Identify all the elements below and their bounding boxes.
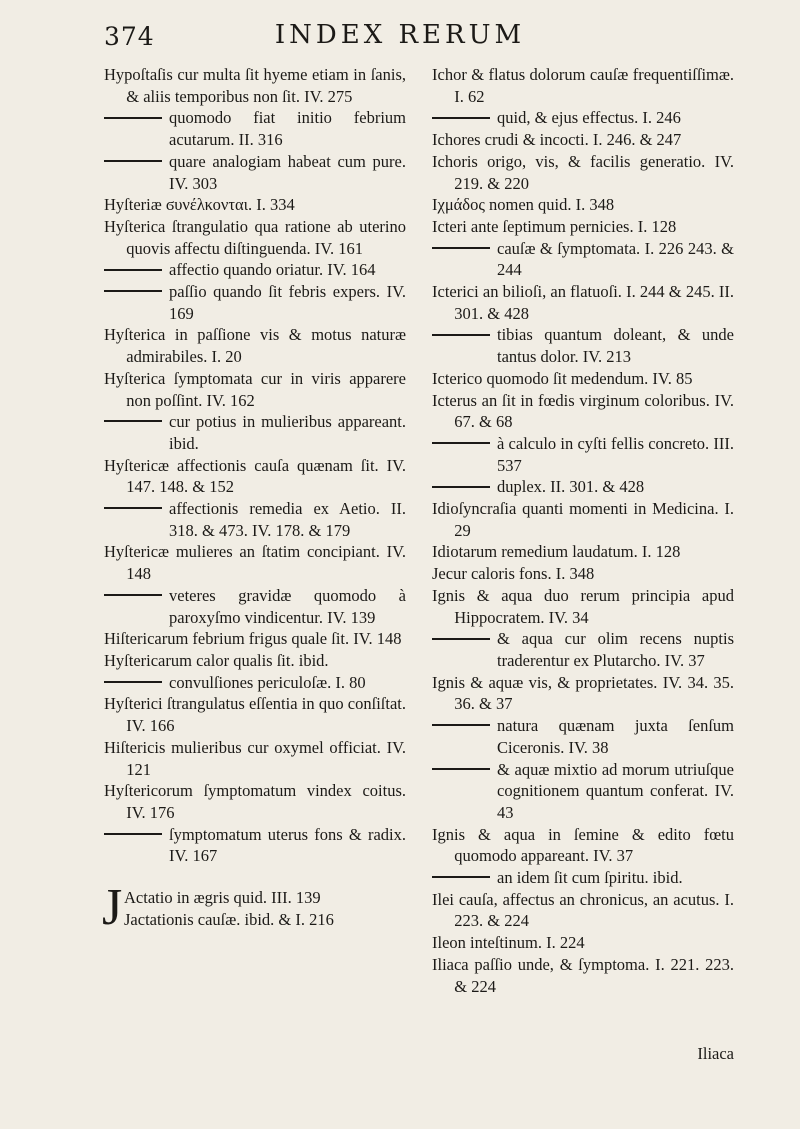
index-subentry xyxy=(104,672,406,694)
index-entry xyxy=(104,737,406,780)
index-entry xyxy=(432,672,734,715)
index-entry xyxy=(432,216,734,238)
catchword: Iliaca xyxy=(697,1044,734,1063)
entry-text: Hyſterica in paſſione vis & motus naturæ admirabiles. I. 20 xyxy=(104,325,406,367)
entry-text: Ileon inteſtinum. I. 224 xyxy=(432,933,585,953)
ditto-dash xyxy=(432,247,490,249)
index-entry: Actatio in ægris quid. III. 139 xyxy=(124,888,321,908)
entry-text: affectionis remedia ex Aetio. II. 318. & 473. IV. 178. & 179 xyxy=(169,499,406,540)
entry-text: Ignis & aqua in ſemine & edito fœtu quomodo appareant. IV. 37 xyxy=(432,824,734,866)
entry-text: Hypoſtaſis cur multa ſit hyeme etiam in ſanis, & aliis temporibus non ſit. IV. 275 xyxy=(104,65,406,106)
ditto-dash xyxy=(104,290,162,292)
ditto-dash xyxy=(104,681,162,683)
entry-text: Ignis & aqua duo rerum principia apud Hippocratem. IV. 34 xyxy=(432,585,734,627)
ditto-dash xyxy=(432,876,490,878)
entry-text: cur potius in mulieribus appareant. ibid. xyxy=(169,412,406,453)
index-subentry xyxy=(432,867,734,889)
index-entry xyxy=(104,780,406,823)
entry-text: Idioſyncraſia quanti momenti in Medicina. I. 29 xyxy=(432,499,734,540)
entry-text: Icteri ante ſeptimum pernicies. I. 128 xyxy=(432,216,677,236)
entry-text: Jecur caloris fons. I. 348 xyxy=(432,564,595,584)
entry-text: Hyſtericæ mulieres an ſtatim concipiant. IV. 148 xyxy=(104,542,406,584)
index-entry xyxy=(432,151,734,194)
index-subentry xyxy=(104,824,406,867)
entry-text: Hyſterici ſtrangulatus eſſentia in quo conſiſtat. IV. 166 xyxy=(104,694,406,736)
ditto-dash xyxy=(432,117,490,119)
index-subentry xyxy=(104,151,406,194)
entry-text: à calculo in cyſti fellis concreto. III. 537 xyxy=(497,433,734,475)
index-subentry xyxy=(432,324,734,367)
entry-text: tibias quantum doleant, & unde tantus dolor. IV. 213 xyxy=(497,325,734,367)
entry-text: an idem ſit cum ſpiritu. ibid. xyxy=(497,868,683,888)
entry-text: quomodo fiat initio febrium acutarum. II. 316 xyxy=(169,108,406,150)
entry-text: ſymptomatum uterus fons & radix. IV. 167 xyxy=(169,824,406,866)
index-subentry xyxy=(104,411,406,454)
index-entry: Jactationis cauſæ. ibid. & I. 216 xyxy=(124,909,334,929)
right-column xyxy=(432,64,734,997)
index-entry xyxy=(104,693,406,736)
ditto-dash xyxy=(432,768,490,770)
entry-text: Ichor & flatus dolorum cauſæ frequentiſſimæ. I. 62 xyxy=(432,65,734,106)
ditto-dash xyxy=(432,638,490,640)
entry-text: cauſæ & ſymptomata. I. 226 243. & 244 xyxy=(497,238,734,280)
index-subentry xyxy=(104,281,406,324)
index-subentry xyxy=(104,498,406,541)
entry-text: Icterico quomodo ſit medendum. IV. 85 xyxy=(432,368,693,388)
index-entry xyxy=(432,368,734,390)
ditto-dash xyxy=(104,594,162,596)
index-entry xyxy=(432,129,734,151)
index-entry xyxy=(104,216,406,259)
entry-text: quare analogiam habeat cum pure. IV. 303 xyxy=(169,151,406,193)
ditto-dash xyxy=(432,724,490,726)
entry-text: Hyſteriæ ϭυνέλκονται. I. 334 xyxy=(104,195,295,215)
index-subentry xyxy=(104,259,406,281)
index-subentry xyxy=(432,433,734,476)
index-entry xyxy=(104,650,406,672)
entry-text: Hyſtericæ affectionis cauſa quænam ſit. IV. 147. 148. & 152 xyxy=(104,455,406,497)
entry-text: & aqua cur olim recens nuptis traderentur ex Plutarcho. IV. 37 xyxy=(497,629,734,670)
index-entry xyxy=(104,455,406,498)
index-entry xyxy=(104,64,406,107)
index-subentry xyxy=(432,107,734,129)
index-entry xyxy=(432,194,734,216)
index-subentry xyxy=(432,628,734,671)
entry-text: Hyſterica ſymptomata cur in viris apparere non poſſint. IV. 162 xyxy=(104,368,406,410)
entry-text: Ιχμάδος nomen quid. I. 348 xyxy=(432,195,615,215)
ditto-dash xyxy=(432,334,490,336)
entry-text: Ichores crudi & incocti. I. 246. & 247 xyxy=(432,130,682,150)
ditto-dash xyxy=(104,269,162,271)
entry-text: veteres gravidæ quomodo à paroxyſmo vindicentur. IV. 139 xyxy=(169,585,406,627)
index-entry xyxy=(104,194,406,216)
index-subentry xyxy=(104,107,406,150)
index-entry xyxy=(104,541,406,584)
index-entry xyxy=(432,954,734,997)
entry-text: Hyſtericarum calor qualis ſit. ibid. xyxy=(104,650,329,670)
entry-text: & aquæ mixtio ad morum utriuſque cognitionem quantum conferat. IV. 43 xyxy=(497,759,734,822)
ditto-dash xyxy=(104,160,162,162)
index-subentry xyxy=(432,238,734,281)
ditto-dash xyxy=(432,486,490,488)
entry-text: Icterici an bilioſi, an flatuoſi. I. 244 & 245. II. 301. & 428 xyxy=(432,282,734,323)
ditto-dash xyxy=(104,507,162,509)
entry-text: natura quænam juxta ſenſum Ciceronis. IV. 38 xyxy=(497,716,734,757)
entry-text: Ichoris origo, vis, & facilis generatio. IV. 219. & 220 xyxy=(432,151,734,193)
page-number: 374 xyxy=(104,22,155,51)
j-section xyxy=(102,879,406,937)
index-subentry xyxy=(432,476,734,498)
index-entry xyxy=(104,368,406,411)
index-entry xyxy=(104,324,406,367)
entry-text: Hyſtericorum ſymptomatum vindex coitus. IV. 176 xyxy=(104,781,406,822)
index-entry xyxy=(432,64,734,107)
index-entry xyxy=(432,390,734,433)
index-subentry xyxy=(432,715,734,758)
entry-text: Idiotarum remedium laudatum. I. 128 xyxy=(432,542,681,562)
entry-text: duplex. II. 301. & 428 xyxy=(497,477,645,497)
running-head: INDEX RERUM xyxy=(274,20,526,50)
entry-text: Iliaca paſſio unde, & ſymptoma. I. 221. 223. & 224 xyxy=(432,954,734,996)
entry-text: Hiſtericis mulieribus cur oxymel officiat. IV. 121 xyxy=(104,737,406,779)
index-entry xyxy=(104,628,406,650)
index-entry xyxy=(432,281,734,324)
entry-text: Hyſterica ſtrangulatio qua ratione ab uterino quovis affectu diſtinguenda. IV. 161 xyxy=(104,216,406,258)
index-entry xyxy=(432,932,734,954)
index-entry xyxy=(432,585,734,628)
entry-text: convulſiones periculoſæ. I. 80 xyxy=(169,672,366,692)
ditto-dash xyxy=(104,117,162,119)
ditto-dash xyxy=(104,420,162,422)
index-subentry xyxy=(104,585,406,628)
index-entry xyxy=(432,889,734,932)
index-entry xyxy=(432,824,734,867)
entry-text: Ignis & aquæ vis, & proprietates. IV. 34. 35. 36. & 37 xyxy=(432,672,734,714)
entry-text: paſſio quando ſit febris expers. IV. 169 xyxy=(169,282,406,323)
entry-text: Hiſtericarum febrium frigus quale ſit. IV. 148 xyxy=(104,629,402,649)
drop-cap: J xyxy=(102,879,123,937)
entry-text: Ilei cauſa, affectus an chronicus, an acutus. I. 223. & 224 xyxy=(432,889,734,931)
index-entry xyxy=(432,563,734,585)
entry-text: affectio quando oriatur. IV. 164 xyxy=(169,260,376,280)
index-subentry xyxy=(432,759,734,824)
index-entry xyxy=(432,498,734,541)
left-column xyxy=(102,64,406,937)
entry-text: Icterus an ſit in fœdis virginum coloribus. IV. 67. & 68 xyxy=(432,390,734,432)
index-entry xyxy=(432,541,734,563)
ditto-dash xyxy=(432,442,490,444)
entry-text: quid, & ejus effectus. I. 246 xyxy=(497,108,681,128)
ditto-dash xyxy=(104,833,162,835)
